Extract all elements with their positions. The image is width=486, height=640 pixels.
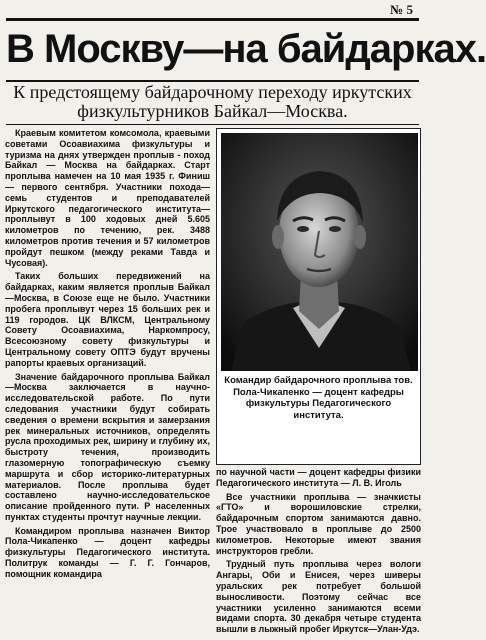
headline: В Москву—на байдарках. xyxy=(6,27,486,71)
subheadline-rule xyxy=(6,124,419,125)
paragraph: по научной части — доцент кафедры физики Педагогического института — Л. В. Иголь xyxy=(216,467,421,488)
paragraph: Все участники проплыва — значкисты «ГТО» и ворошиловские стрелки, байдарочным спортом занимаются давно. Трое участвовало в проплыве до 2500 километров. Некоторые имеют звания инструкторов гребли. xyxy=(216,491,421,556)
photo-caption: Командир байдарочного проплыва тов. Пола-Чикапенко — доцент кафедры физкультуры Педагогического института. xyxy=(224,375,413,421)
paragraph: Таких больших передвижений на байдарках, каким является проплыв Байкал—Москва, в Союзе еще не было. Участники пробега проплывут через 15 больших рек и 119 городов. ЦК ВЛКСМ, Центральному Совету Осоавиахима, Наркомпросу, Всесоюзному совету физкультуры и Центральному совету ОПТЭ будут вручены рапорты краевых организаций. xyxy=(5,271,210,368)
paragraph: Командиром проплыва назначен Виктор Пола-Чикапенко — доцент кафедры физкультуры Педагогического института. Политрук команды — Г. Г. Гончаров, помощник командира xyxy=(5,525,210,579)
top-rule xyxy=(6,18,419,21)
photo-frame xyxy=(216,128,421,465)
paragraph: Трудный путь проплыва через вологи Ангары, Оби и Енисея, через шиверы уральских рек потребует большой выносливости. Поэтому сейчас все участники усиленно занимаются всеми видами спорта. 30 декабря четыре студента вышли в лыжный пробег Иркутск—Улан-Удэ. xyxy=(216,559,421,635)
article-right-column xyxy=(216,467,421,640)
article-left-column xyxy=(5,128,210,640)
portrait-illustration xyxy=(221,133,418,371)
paragraph: Значение байдарочного проплыва Байкал—Москва заключается в научно-исследовательской работе. По пути следования участники будут собирать сведения о времени вскрытия и замерзания рек минеральных источников, определять русла проходимых рек, ширину и глубину их, быстроту течения, производить глазомерную топографическую съемку маршрута и сбор историко-литературных материалов. После проплыва будет составлено научно-исследовательское описание пройденного пути. Р населенных пунктах студенты прочтут научные лекции. xyxy=(5,371,210,522)
subheadline: К предстоящему байдарочному переходу иркутских физкультурников Байкал—Москва. xyxy=(13,82,412,121)
page-number: № 5 xyxy=(390,2,413,17)
paragraph: Краевым комитетом комсомола, краевыми советами Осоавиахима физкультуры и туризма на днях утвержден проплыв - поход Байкал — Москва на байдарках. Старт проплыва намечен на 10 мая 1935 г. Финиш — первого сентября. Участники похода—семь студентов и преподавателей Иркутского педагогического института—проплывут в 100 ходовых дней 5.605 километров по течению, рек. 3488 километров против течения и 57 километров пройдут пешком (между реками Тавда и Чусовая). xyxy=(5,128,210,268)
portrait-photo xyxy=(221,133,416,371)
